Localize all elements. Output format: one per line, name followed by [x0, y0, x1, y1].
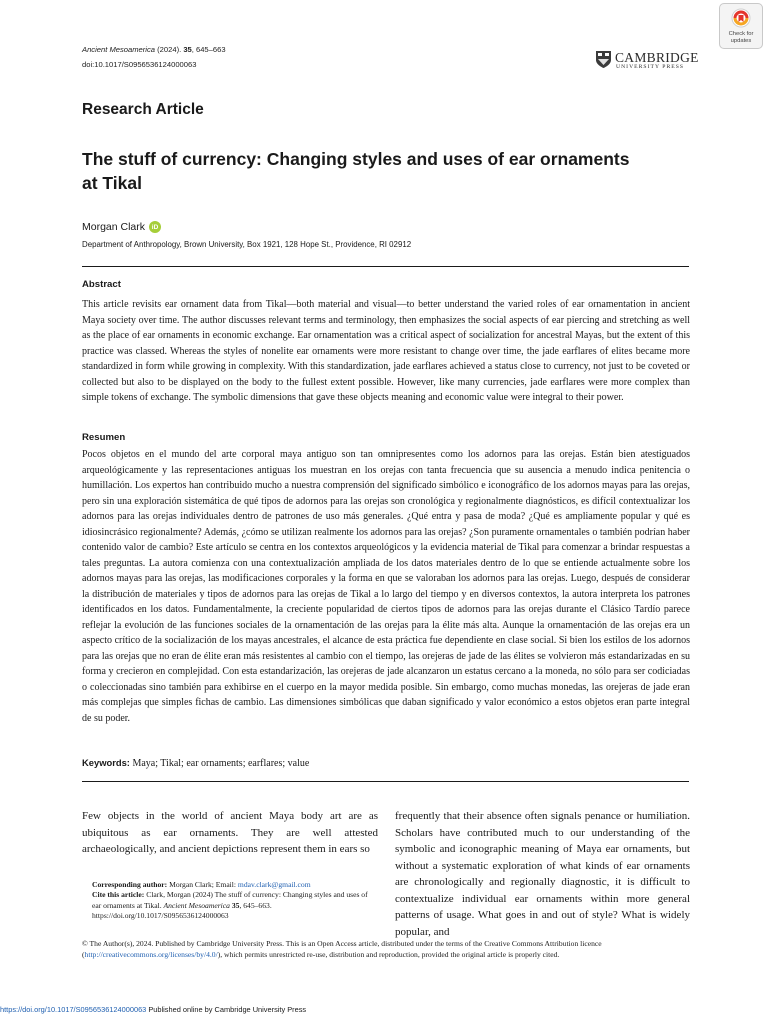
corresponding-author-note: [82, 880, 378, 922]
author-line: [82, 220, 161, 233]
journal-pages: , 645–663: [191, 45, 226, 54]
keywords-list: Maya; Tikal; ear ornaments; earflares; value: [129, 758, 310, 769]
article-type: Research Article: [82, 101, 204, 118]
article-title: The stuff of currency: Changing styles and uses of ear ornaments at Tikal: [82, 149, 630, 193]
corresponding-author-line: [82, 880, 378, 890]
orcid-icon[interactable]: iD: [149, 221, 161, 233]
abstract-heading: Abstract: [82, 279, 121, 290]
keywords-label: Keywords:: [82, 757, 130, 768]
cite-this-article: [82, 890, 378, 921]
cambridge-logo: [595, 50, 699, 70]
resumen-text: Pocos objetos en el mundo del arte corporal maya antiguo son tan omnipresentes como los adornos para las orejas. Están bien atestiguados arqueológicamente y las representaciones antiguas los muestran en los orejas con tanta frecuencia que su ausencia a menudo indica penitencia o humillación. Los expertos han contribuido mucho a nuestra comprensión del significado simbólico e iconográfico de los adornos mayas para las orejas, pero sin una exploración sistemática de qué tipos de adornos para las orejas son cronológica y regionalmente diagnósticos, es difícil contextualizar los adornos para las orejas individuales dentro de patrones de uso más generales. ¿Qué entra y pasa de moda? ¿Qué es ampliamente popular y qué es idiosincrásico regionalmente? Además, ¿cómo se utilizan realmente los adornos para las orejas? ¿Son puramente ornamentales o también podrían haber contenido valor de cambio? Este artículo se centra en los contextos arqueológicos y la evidencia material de Tikal para comenzar a brindar respuestas a tales preguntas. La autora comienza con una contextualización ampliada de los datos materiales dentro de lo que se entiende actualmente sobre los adornos mayas para las orejas, las modificaciones corporales y la forma en que se valoraban los adornos para las orejas. Luego, después de considerar la distribución de materiales y tipos de adornos para las orejas de Tikal a lo largo del tiempo y en diversos contextos, la autora interpreta los patrones identificados en los datos. Fundamentalmente, la creciente popularidad de ciertos tipos de adornos para las orejas durante el Clásico Tardío parece reflejar la evolución de las funciones sociales de la ornamentación de las orejas para la élite más alta. Aunque la ornamentación de las orejas era un aspecto crítico de la socialización de los mayas ancestrales, el alcance de esta práctica fue dependiente en clase social. Si bien los estilos de los adornos para las orejas que no eran de élite eran más resistentes al cambio con el tiempo, las orejeras de jade de las élites se volvieron más estandarizadas en su forma y crecieron en complejidad. Con esta estandarización, las orejeras de jade alcanzaron un estatus cercano a la moneda, no sólo para ser codiciadas o coleccionadas sino también para exhibirse en el cuerpo en la mayor medida posible. Sin embargo, como muchas monedas, las orejeras de jade eran más complejas que simples fichas de cambio. Las dimensiones simbólicas que daban significado y valor económico a estos objetos eran parte integral de su poder.: [82, 449, 690, 724]
publisher-subtitle: UNIVERSITY PRESS: [616, 64, 685, 70]
header-doi: doi:10.1017/S0956536124000063: [82, 60, 197, 69]
keywords: [82, 757, 309, 769]
cite-volume: 35: [229, 900, 240, 910]
cite-tail: , 645–663. https://doi.org/10.1017/S0956536124000063: [92, 900, 272, 921]
page-footer: [0, 1005, 306, 1014]
check-for-updates-badge[interactable]: [719, 3, 763, 49]
copyright-notice: [82, 938, 690, 960]
copyright-text-2: ), which permits unrestricted re-use, distribution and reproduction, provided the original article is properly cited.: [217, 950, 560, 959]
author-affiliation: Department of Anthropology, Brown University, Box 1921, 128 Hope St., Providence, RI 02912: [82, 240, 412, 249]
corr-text: Morgan Clark; Email:: [167, 880, 238, 889]
body-right-column: frequently that their absence often signals penance or humiliation. Scholars have contributed much to our understanding of the symbolic and iconographic meaning of Maya ear ornaments, but without a systematic exploration of what kinds of ear ornaments are chronologically and regionally diagnostic, it is difficult to contextualize individual ear ornaments within more general patterns of usage. What goes in and out of style? What is widely popular, and: [395, 810, 690, 938]
journal-name: Ancient Mesoamerica: [82, 45, 156, 54]
journal-citation: [82, 45, 226, 54]
footer-published: Published online by Cambridge University Press: [146, 1005, 307, 1014]
publisher-name: CAMBRIDGE: [615, 50, 699, 65]
copyright-text-1: © The Author(s), 2024. Published by Cambridge University Press. This is an Open Access article, distributed under the terms of the Creative Commons Attribution licence (: [82, 939, 602, 959]
check-for-updates-icon: [731, 8, 751, 28]
bottom-rule: [82, 781, 689, 782]
badge-label: [720, 31, 762, 44]
author-name[interactable]: Morgan Clark: [82, 220, 146, 233]
author-email-link[interactable]: mdav.clark@gmail.com: [237, 880, 311, 889]
cite-text: Clark, Morgan (2024) The stuff of currency: Changing styles and uses of ear ornaments at Tikal.: [92, 890, 368, 910]
corr-label: Corresponding author:: [92, 880, 168, 889]
abstract-text: This article revisits ear ornament data from Tikal—both material and visual—to better understand the varied roles of ear ornamentation in ancient Maya society over time. The author discusses relevant terms and terminology, then emphasizes the social aspects of ear piercing and stretching as well as the place of ear ornaments in economic exchange. Ear ornamentation was a critical aspect of socialization for ancestral Mayas, but the extent of this practice was classed. Whereas the styles of nonelite ear ornaments were more resistant to change over time, the jade earflares of elites became more standardized in form while growing in complexity. With this standardization, jade earflares achieved a status close to currency, not just to be coveted or collected but also to be displayed on the body to the fullest extent possible. However, like many currencies, jade earflares were more complex than simple tokens of exchange. The symbolic dimensions that gave these objects meaning and economic value were integral to their power.: [82, 299, 690, 403]
journal-volume: 35: [183, 45, 192, 54]
top-rule: [82, 266, 689, 267]
cite-journal: Ancient Mesoamerica: [163, 900, 230, 910]
resumen-heading: Resumen: [82, 432, 126, 443]
badge-line-2: updates: [730, 37, 752, 44]
footer-doi-link[interactable]: https://doi.org/10.1017/S0956536124000063: [0, 1005, 147, 1014]
body-left-column: Few objects in the world of ancient Maya body art are as ubiquitous as ear ornaments. They are well attested archaeologically, and ancient depictions represent them in ears so: [82, 810, 378, 855]
journal-year: (2024).: [155, 45, 184, 54]
badge-line-1: Check for: [728, 31, 754, 37]
license-link[interactable]: http://creativecommons.org/licenses/by/4.0/: [84, 950, 218, 959]
shield-icon: [595, 50, 612, 69]
cite-label: Cite this article:: [92, 890, 145, 900]
